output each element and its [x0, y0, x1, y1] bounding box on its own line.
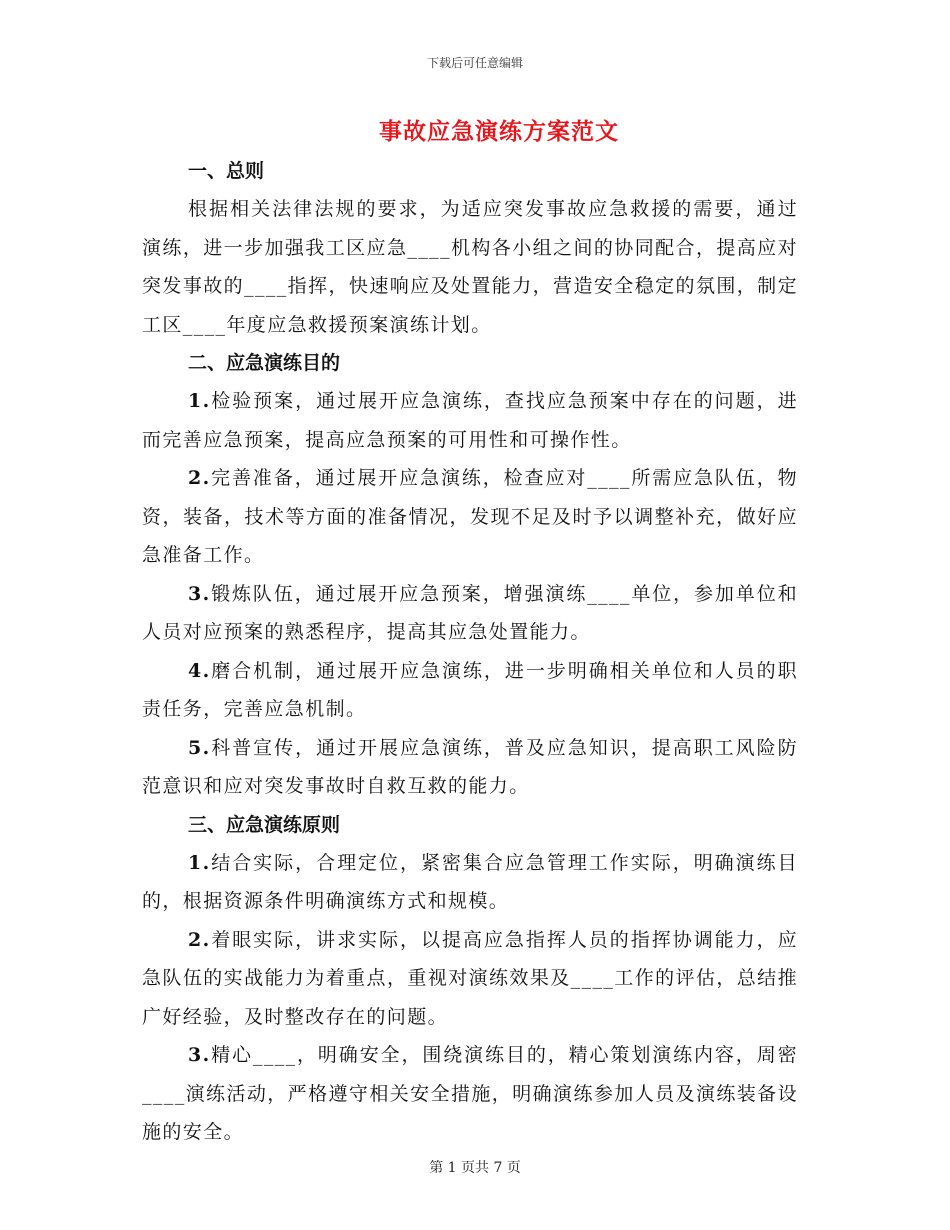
paragraph-text: 检验预案，通过展开应急演练，查找应急预案中存在的问题，进而完善应急预案，提高应急预案的可用性和可操作性。 [142, 390, 798, 451]
paragraph-number: 2. [188, 928, 211, 951]
paragraph [142, 844, 798, 921]
paragraph [142, 575, 798, 652]
paragraph-text: 结合实际，合理定位，紧密集合应急管理工作实际，明确演练目的，根据资源条件明确演练方式和规模。 [142, 851, 798, 912]
paragraph [142, 921, 798, 1037]
paragraph-number: 1. [188, 851, 211, 874]
page-footer: 第 1 页共 7 页 [429, 1160, 521, 1176]
paragraph [142, 190, 798, 344]
paragraph-text: 锻炼队伍，通过展开应急预案，增强演练____单位，参加单位和人员对应预案的熟悉程序，提高其应急处置能力。 [142, 582, 798, 643]
paragraph-text: 精心____，明确安全，围绕演练目的，精心策划演练内容，周密____演练活动，严格遵守相关安全措施，明确演练参加人员及演练装备设施的安全。 [142, 1044, 798, 1143]
paragraph-number: 2. [188, 467, 211, 489]
paragraph-text: 着眼实际，讲求实际，以提高应急指挥人员的指挥协调能力，应急队伍的实战能力为着重点，重视对演练效果及____工作的评估，总结推广好经验，及时整改存在的问题。 [142, 928, 798, 1028]
paragraph-number: 3. [188, 582, 211, 605]
paragraph-number: 5. [188, 736, 211, 759]
paragraph [142, 729, 798, 806]
paragraph [142, 652, 798, 729]
paragraph-text: 磨合机制，通过展开应急演练，进一步明确相关单位和人员的职责任务，完善应急机制。 [142, 659, 798, 720]
section-heading: 一、总则 [188, 160, 265, 182]
paragraph [142, 1036, 798, 1152]
document-title: 事故应急演练方案范文 [379, 118, 619, 145]
section-heading: 三、应急演练原则 [188, 813, 341, 836]
header-note: 下载后可任意编辑 [426, 56, 523, 70]
paragraph [142, 382, 798, 459]
paragraph-number: 4. [188, 659, 211, 682]
section-heading: 二、应急演练目的 [188, 352, 341, 374]
document-body [142, 152, 798, 1152]
paragraph-text: 科普宣传，通过开展应急演练，普及应急知识，提高职工风险防范意识和应对突发事故时自救互救的能力。 [142, 736, 798, 797]
paragraph-text: 完善准备，通过展开应急演练，检查应对____所需应急队伍，物资，装备，技术等方面的准备情况，发现不足及时予以调整补充，做好应急准备工作。 [142, 467, 798, 566]
paragraph-number: 3. [188, 1044, 211, 1066]
paragraph [142, 459, 798, 575]
paragraph-number: 1. [188, 390, 211, 412]
paragraph-text: 根据相关法律法规的要求，为适应突发事故应急救援的需要，通过演练，进一步加强我工区应急____机构各小组之间的协同配合，提高应对突发事故的____指挥，快速响应及处置能力，营造安全稳定的氛围，制定工区____年度应急救援预案演练计划。 [142, 198, 798, 336]
